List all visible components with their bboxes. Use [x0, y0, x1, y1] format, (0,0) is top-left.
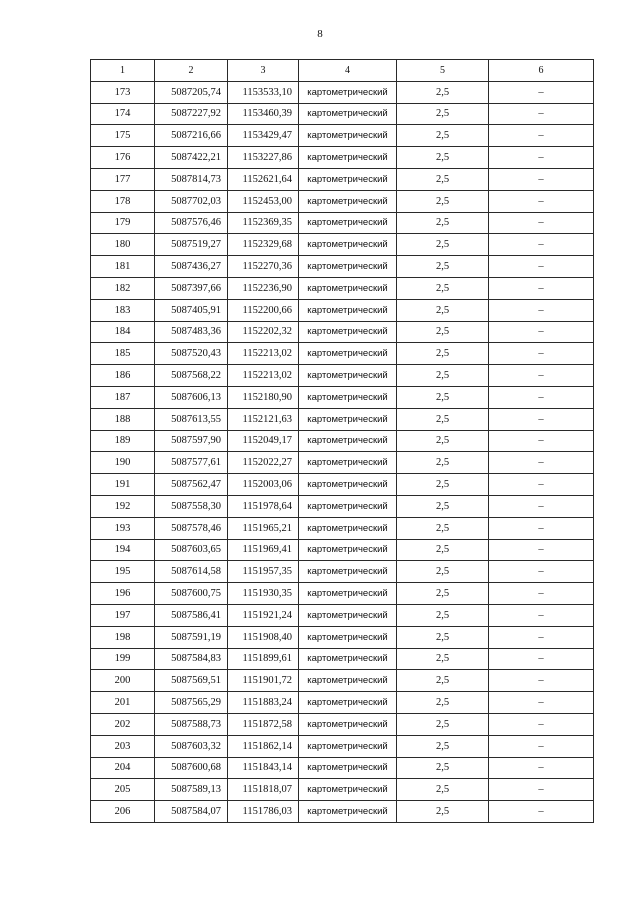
table-row	[91, 495, 594, 517]
method-cell: картометрический	[299, 692, 397, 714]
header-cell-col3: 3	[228, 60, 299, 82]
x-coordinate-cell: 5087577,61	[155, 452, 228, 474]
table-row	[91, 125, 594, 147]
x-coordinate-cell: 5087600,75	[155, 583, 228, 605]
y-coordinate-cell: 1152621,64	[228, 168, 299, 190]
note-cell: –	[489, 670, 594, 692]
table-row	[91, 234, 594, 256]
method-cell: картометрический	[299, 343, 397, 365]
y-coordinate-cell: 1152369,35	[228, 212, 299, 234]
point-number-cell: 196	[91, 583, 155, 605]
note-cell: –	[489, 168, 594, 190]
y-coordinate-cell: 1151978,64	[228, 495, 299, 517]
x-coordinate-cell: 5087397,66	[155, 277, 228, 299]
point-number-cell: 180	[91, 234, 155, 256]
table-row	[91, 692, 594, 714]
point-number-cell: 174	[91, 103, 155, 125]
x-coordinate-cell: 5087216,66	[155, 125, 228, 147]
point-number-cell: 185	[91, 343, 155, 365]
note-cell: –	[489, 125, 594, 147]
y-coordinate-cell: 1151921,24	[228, 604, 299, 626]
method-cell: картометрический	[299, 604, 397, 626]
y-coordinate-cell: 1151901,72	[228, 670, 299, 692]
accuracy-cell: 2,5	[397, 343, 489, 365]
accuracy-cell: 2,5	[397, 670, 489, 692]
note-cell: –	[489, 495, 594, 517]
x-coordinate-cell: 5087589,13	[155, 779, 228, 801]
point-number-cell: 177	[91, 168, 155, 190]
accuracy-cell: 2,5	[397, 81, 489, 103]
point-number-cell: 206	[91, 801, 155, 823]
header-cell-col5: 5	[397, 60, 489, 82]
method-cell: картометрический	[299, 801, 397, 823]
accuracy-cell: 2,5	[397, 408, 489, 430]
note-cell: –	[489, 147, 594, 169]
table-row	[91, 626, 594, 648]
point-number-cell: 178	[91, 190, 155, 212]
point-number-cell: 197	[91, 604, 155, 626]
table-row	[91, 256, 594, 278]
accuracy-cell: 2,5	[397, 125, 489, 147]
y-coordinate-cell: 1151969,41	[228, 539, 299, 561]
x-coordinate-cell: 5087227,92	[155, 103, 228, 125]
note-cell: –	[489, 408, 594, 430]
y-coordinate-cell: 1151930,35	[228, 583, 299, 605]
method-cell: картометрический	[299, 81, 397, 103]
point-number-cell: 202	[91, 713, 155, 735]
accuracy-cell: 2,5	[397, 299, 489, 321]
accuracy-cell: 2,5	[397, 735, 489, 757]
table-row	[91, 343, 594, 365]
y-coordinate-cell: 1153533,10	[228, 81, 299, 103]
accuracy-cell: 2,5	[397, 801, 489, 823]
point-number-cell: 183	[91, 299, 155, 321]
accuracy-cell: 2,5	[397, 452, 489, 474]
accuracy-cell: 2,5	[397, 757, 489, 779]
point-number-cell: 191	[91, 474, 155, 496]
method-cell: картометрический	[299, 277, 397, 299]
note-cell: –	[489, 343, 594, 365]
table-row	[91, 277, 594, 299]
table-row	[91, 386, 594, 408]
note-cell: –	[489, 277, 594, 299]
table-row	[91, 648, 594, 670]
x-coordinate-cell: 5087606,13	[155, 386, 228, 408]
x-coordinate-cell: 5087584,83	[155, 648, 228, 670]
y-coordinate-cell: 1151843,14	[228, 757, 299, 779]
y-coordinate-cell: 1153227,86	[228, 147, 299, 169]
x-coordinate-cell: 5087603,65	[155, 539, 228, 561]
accuracy-cell: 2,5	[397, 583, 489, 605]
note-cell: –	[489, 474, 594, 496]
table-row	[91, 517, 594, 539]
x-coordinate-cell: 5087591,19	[155, 626, 228, 648]
method-cell: картометрический	[299, 386, 397, 408]
coordinates-table	[90, 59, 594, 823]
method-cell: картометрический	[299, 125, 397, 147]
point-number-cell: 200	[91, 670, 155, 692]
accuracy-cell: 2,5	[397, 474, 489, 496]
x-coordinate-cell: 5087405,91	[155, 299, 228, 321]
method-cell: картометрический	[299, 452, 397, 474]
method-cell: картометрический	[299, 648, 397, 670]
note-cell: –	[489, 234, 594, 256]
note-cell: –	[489, 757, 594, 779]
note-cell: –	[489, 648, 594, 670]
note-cell: –	[489, 430, 594, 452]
accuracy-cell: 2,5	[397, 779, 489, 801]
method-cell: картометрический	[299, 408, 397, 430]
accuracy-cell: 2,5	[397, 365, 489, 387]
x-coordinate-cell: 5087603,32	[155, 735, 228, 757]
table-row	[91, 474, 594, 496]
accuracy-cell: 2,5	[397, 604, 489, 626]
table-row	[91, 713, 594, 735]
note-cell: –	[489, 583, 594, 605]
x-coordinate-cell: 5087578,46	[155, 517, 228, 539]
method-cell: картометрический	[299, 365, 397, 387]
x-coordinate-cell: 5087597,90	[155, 430, 228, 452]
method-cell: картометрический	[299, 474, 397, 496]
x-coordinate-cell: 5087436,27	[155, 256, 228, 278]
y-coordinate-cell: 1151908,40	[228, 626, 299, 648]
point-number-cell: 198	[91, 626, 155, 648]
accuracy-cell: 2,5	[397, 321, 489, 343]
note-cell: –	[489, 321, 594, 343]
point-number-cell: 192	[91, 495, 155, 517]
y-coordinate-cell: 1152213,02	[228, 365, 299, 387]
x-coordinate-cell: 5087520,43	[155, 343, 228, 365]
x-coordinate-cell: 5087814,73	[155, 168, 228, 190]
table-row	[91, 452, 594, 474]
x-coordinate-cell: 5087586,41	[155, 604, 228, 626]
method-cell: картометрический	[299, 234, 397, 256]
note-cell: –	[489, 801, 594, 823]
method-cell: картометрический	[299, 583, 397, 605]
note-cell: –	[489, 386, 594, 408]
accuracy-cell: 2,5	[397, 168, 489, 190]
x-coordinate-cell: 5087702,03	[155, 190, 228, 212]
accuracy-cell: 2,5	[397, 190, 489, 212]
y-coordinate-cell: 1153429,47	[228, 125, 299, 147]
method-cell: картометрический	[299, 147, 397, 169]
note-cell: –	[489, 561, 594, 583]
point-number-cell: 199	[91, 648, 155, 670]
y-coordinate-cell: 1152202,32	[228, 321, 299, 343]
x-coordinate-cell: 5087565,29	[155, 692, 228, 714]
table-row	[91, 408, 594, 430]
note-cell: –	[489, 452, 594, 474]
accuracy-cell: 2,5	[397, 212, 489, 234]
x-coordinate-cell: 5087613,55	[155, 408, 228, 430]
table-row	[91, 583, 594, 605]
method-cell: картометрический	[299, 713, 397, 735]
accuracy-cell: 2,5	[397, 648, 489, 670]
point-number-cell: 203	[91, 735, 155, 757]
y-coordinate-cell: 1153460,39	[228, 103, 299, 125]
y-coordinate-cell: 1151786,03	[228, 801, 299, 823]
point-number-cell: 189	[91, 430, 155, 452]
note-cell: –	[489, 365, 594, 387]
point-number-cell: 187	[91, 386, 155, 408]
table-row	[91, 757, 594, 779]
x-coordinate-cell: 5087614,58	[155, 561, 228, 583]
method-cell: картометрический	[299, 539, 397, 561]
y-coordinate-cell: 1152022,27	[228, 452, 299, 474]
table-row	[91, 604, 594, 626]
x-coordinate-cell: 5087588,73	[155, 713, 228, 735]
header-cell-col4: 4	[299, 60, 397, 82]
header-cell-col1: 1	[91, 60, 155, 82]
method-cell: картометрический	[299, 735, 397, 757]
point-number-cell: 173	[91, 81, 155, 103]
point-number-cell: 186	[91, 365, 155, 387]
point-number-cell: 184	[91, 321, 155, 343]
note-cell: –	[489, 212, 594, 234]
accuracy-cell: 2,5	[397, 256, 489, 278]
table-header-row	[91, 60, 594, 82]
x-coordinate-cell: 5087568,22	[155, 365, 228, 387]
point-number-cell: 193	[91, 517, 155, 539]
table-row	[91, 801, 594, 823]
point-number-cell: 181	[91, 256, 155, 278]
point-number-cell: 201	[91, 692, 155, 714]
accuracy-cell: 2,5	[397, 539, 489, 561]
method-cell: картометрический	[299, 561, 397, 583]
table-row	[91, 103, 594, 125]
point-number-cell: 176	[91, 147, 155, 169]
note-cell: –	[489, 779, 594, 801]
y-coordinate-cell: 1152121,63	[228, 408, 299, 430]
accuracy-cell: 2,5	[397, 561, 489, 583]
x-coordinate-cell: 5087558,30	[155, 495, 228, 517]
accuracy-cell: 2,5	[397, 277, 489, 299]
table-row	[91, 212, 594, 234]
note-cell: –	[489, 299, 594, 321]
accuracy-cell: 2,5	[397, 103, 489, 125]
method-cell: картометрический	[299, 626, 397, 648]
note-cell: –	[489, 517, 594, 539]
table-row	[91, 81, 594, 103]
method-cell: картометрический	[299, 256, 397, 278]
x-coordinate-cell: 5087562,47	[155, 474, 228, 496]
y-coordinate-cell: 1152453,00	[228, 190, 299, 212]
table-row	[91, 779, 594, 801]
method-cell: картометрический	[299, 299, 397, 321]
y-coordinate-cell: 1151872,58	[228, 713, 299, 735]
table-row	[91, 168, 594, 190]
x-coordinate-cell: 5087600,68	[155, 757, 228, 779]
method-cell: картометрический	[299, 430, 397, 452]
point-number-cell: 205	[91, 779, 155, 801]
method-cell: картометрический	[299, 168, 397, 190]
table-row	[91, 190, 594, 212]
accuracy-cell: 2,5	[397, 713, 489, 735]
note-cell: –	[489, 539, 594, 561]
note-cell: –	[489, 81, 594, 103]
y-coordinate-cell: 1152236,90	[228, 277, 299, 299]
page-number: 8	[317, 28, 323, 40]
x-coordinate-cell: 5087519,27	[155, 234, 228, 256]
x-coordinate-cell: 5087584,07	[155, 801, 228, 823]
header-cell-col6: 6	[489, 60, 594, 82]
y-coordinate-cell: 1151899,61	[228, 648, 299, 670]
y-coordinate-cell: 1152213,02	[228, 343, 299, 365]
note-cell: –	[489, 692, 594, 714]
method-cell: картометрический	[299, 670, 397, 692]
note-cell: –	[489, 626, 594, 648]
method-cell: картометрический	[299, 495, 397, 517]
accuracy-cell: 2,5	[397, 386, 489, 408]
point-number-cell: 194	[91, 539, 155, 561]
table-row	[91, 539, 594, 561]
note-cell: –	[489, 256, 594, 278]
method-cell: картометрический	[299, 757, 397, 779]
accuracy-cell: 2,5	[397, 495, 489, 517]
point-number-cell: 182	[91, 277, 155, 299]
point-number-cell: 204	[91, 757, 155, 779]
method-cell: картометрический	[299, 779, 397, 801]
point-number-cell: 179	[91, 212, 155, 234]
y-coordinate-cell: 1152270,36	[228, 256, 299, 278]
y-coordinate-cell: 1151862,14	[228, 735, 299, 757]
method-cell: картометрический	[299, 190, 397, 212]
accuracy-cell: 2,5	[397, 234, 489, 256]
y-coordinate-cell: 1151965,21	[228, 517, 299, 539]
y-coordinate-cell: 1152329,68	[228, 234, 299, 256]
accuracy-cell: 2,5	[397, 626, 489, 648]
point-number-cell: 188	[91, 408, 155, 430]
table-row	[91, 147, 594, 169]
y-coordinate-cell: 1151883,24	[228, 692, 299, 714]
accuracy-cell: 2,5	[397, 430, 489, 452]
method-cell: картометрический	[299, 321, 397, 343]
header-cell-col2: 2	[155, 60, 228, 82]
y-coordinate-cell: 1151818,07	[228, 779, 299, 801]
table-row	[91, 365, 594, 387]
method-cell: картометрический	[299, 103, 397, 125]
method-cell: картометрический	[299, 212, 397, 234]
note-cell: –	[489, 190, 594, 212]
note-cell: –	[489, 103, 594, 125]
x-coordinate-cell: 5087576,46	[155, 212, 228, 234]
y-coordinate-cell: 1152180,90	[228, 386, 299, 408]
y-coordinate-cell: 1151957,35	[228, 561, 299, 583]
note-cell: –	[489, 735, 594, 757]
table-row	[91, 321, 594, 343]
accuracy-cell: 2,5	[397, 147, 489, 169]
note-cell: –	[489, 604, 594, 626]
accuracy-cell: 2,5	[397, 517, 489, 539]
point-number-cell: 195	[91, 561, 155, 583]
y-coordinate-cell: 1152200,66	[228, 299, 299, 321]
x-coordinate-cell: 5087422,21	[155, 147, 228, 169]
y-coordinate-cell: 1152003,06	[228, 474, 299, 496]
x-coordinate-cell: 5087205,74	[155, 81, 228, 103]
table-row	[91, 735, 594, 757]
table-row	[91, 561, 594, 583]
table-row	[91, 670, 594, 692]
x-coordinate-cell: 5087569,51	[155, 670, 228, 692]
note-cell: –	[489, 713, 594, 735]
method-cell: картометрический	[299, 517, 397, 539]
x-coordinate-cell: 5087483,36	[155, 321, 228, 343]
y-coordinate-cell: 1152049,17	[228, 430, 299, 452]
point-number-cell: 190	[91, 452, 155, 474]
accuracy-cell: 2,5	[397, 692, 489, 714]
point-number-cell: 175	[91, 125, 155, 147]
table-row	[91, 299, 594, 321]
table-row	[91, 430, 594, 452]
